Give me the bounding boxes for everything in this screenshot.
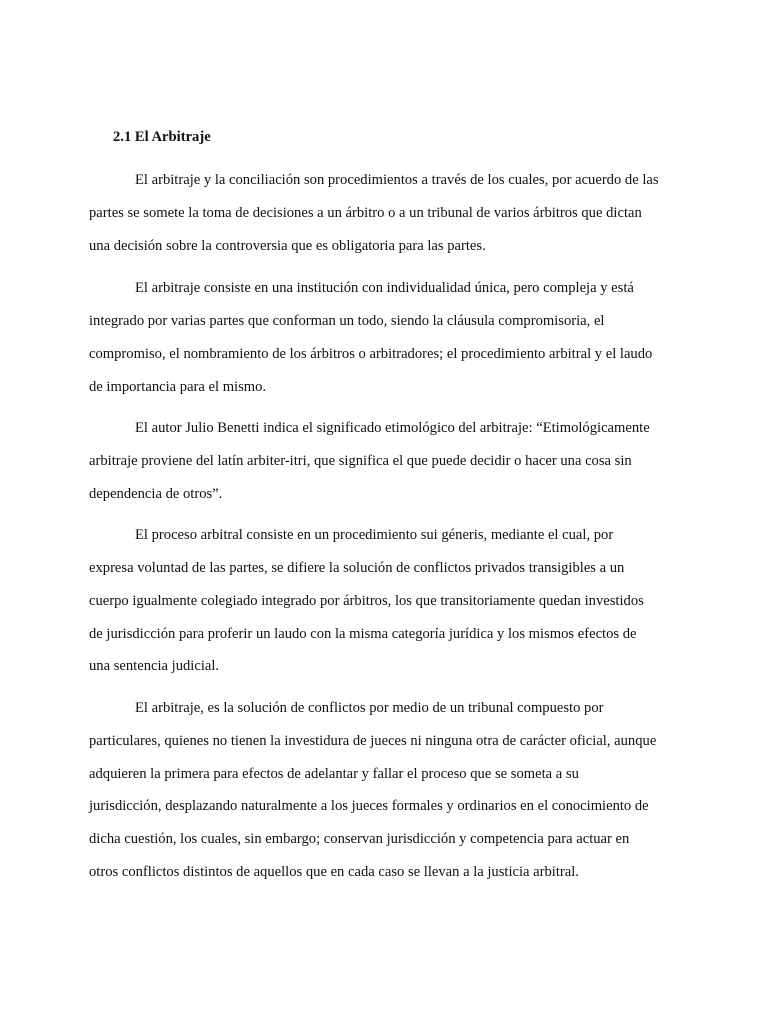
paragraph-5-line-4: jurisdicción, desplazando naturalmente a los jueces formales y ordinarios en el conocimiento de bbox=[89, 798, 649, 814]
paragraph-3-line-3: dependencia de otros”. bbox=[89, 486, 223, 502]
paragraph-1-line-2: partes se somete la toma de decisiones a un árbitro o a un tribunal de varios árbitros que dictan bbox=[89, 205, 642, 221]
paragraph-2-line-4: de importancia para el mismo. bbox=[89, 379, 267, 395]
paragraph-4-line-1: El proceso arbitral consiste en un procedimiento sui géneris, mediante el cual, por bbox=[135, 527, 614, 543]
paragraph-5-line-1: El arbitraje, es la solución de conflictos por medio de un tribunal compuesto por bbox=[135, 700, 604, 716]
paragraph-5-line-3: adquieren la primera para efectos de adelantar y fallar el proceso que se someta a su bbox=[89, 766, 579, 782]
paragraph-5-line-5: dicha cuestión, los cuales, sin embargo; conservan jurisdicción y competencia para actuar en bbox=[89, 831, 630, 847]
paragraph-4-line-2: expresa voluntad de las partes, se difiere la solución de conflictos privados transigibles a un bbox=[89, 560, 625, 576]
paragraph-2-line-2: integrado por varias partes que conforman un todo, siendo la cláusula compromisoria, el bbox=[89, 313, 605, 329]
paragraph-4-line-3: cuerpo igualmente colegiado integrado por árbitros, los que transitoriamente quedan investidos bbox=[89, 593, 644, 609]
paragraph-5-line-2: particulares, quienes no tienen la investidura de jueces ni ninguna otra de carácter oficial, aunque bbox=[89, 733, 657, 749]
paragraph-4-line-5: una sentencia judicial. bbox=[89, 658, 220, 674]
paragraph-1-line-3: una decisión sobre la controversia que es obligatoria para las partes. bbox=[89, 238, 486, 254]
paragraph-2-line-3: compromiso, el nombramiento de los árbitros o arbitradores; el procedimiento arbitral y el laudo bbox=[89, 346, 653, 362]
paragraph-2-line-1: El arbitraje consiste en una institución con individualidad única, pero compleja y está bbox=[135, 280, 634, 296]
paragraph-5-line-6: otros conflictos distintos de aquellos que en cada caso se llevan a la justicia arbitral. bbox=[89, 864, 579, 880]
paragraph-1-line-1: El arbitraje y la conciliación son procedimientos a través de los cuales, por acuerdo de las bbox=[135, 172, 659, 188]
paragraph-3-line-1: El autor Julio Benetti indica el significado etimológico del arbitraje: “Etimológicamente bbox=[135, 420, 650, 436]
paragraph-3-line-2: arbitraje proviene del latín arbiter-itri, que significa el que puede decidir o hacer una cosa sin bbox=[89, 453, 632, 469]
section-heading: 2.1 El Arbitraje bbox=[113, 129, 211, 145]
paragraph-4-line-4: de jurisdicción para proferir un laudo con la misma categoría jurídica y los mismos efectos de bbox=[89, 626, 637, 642]
